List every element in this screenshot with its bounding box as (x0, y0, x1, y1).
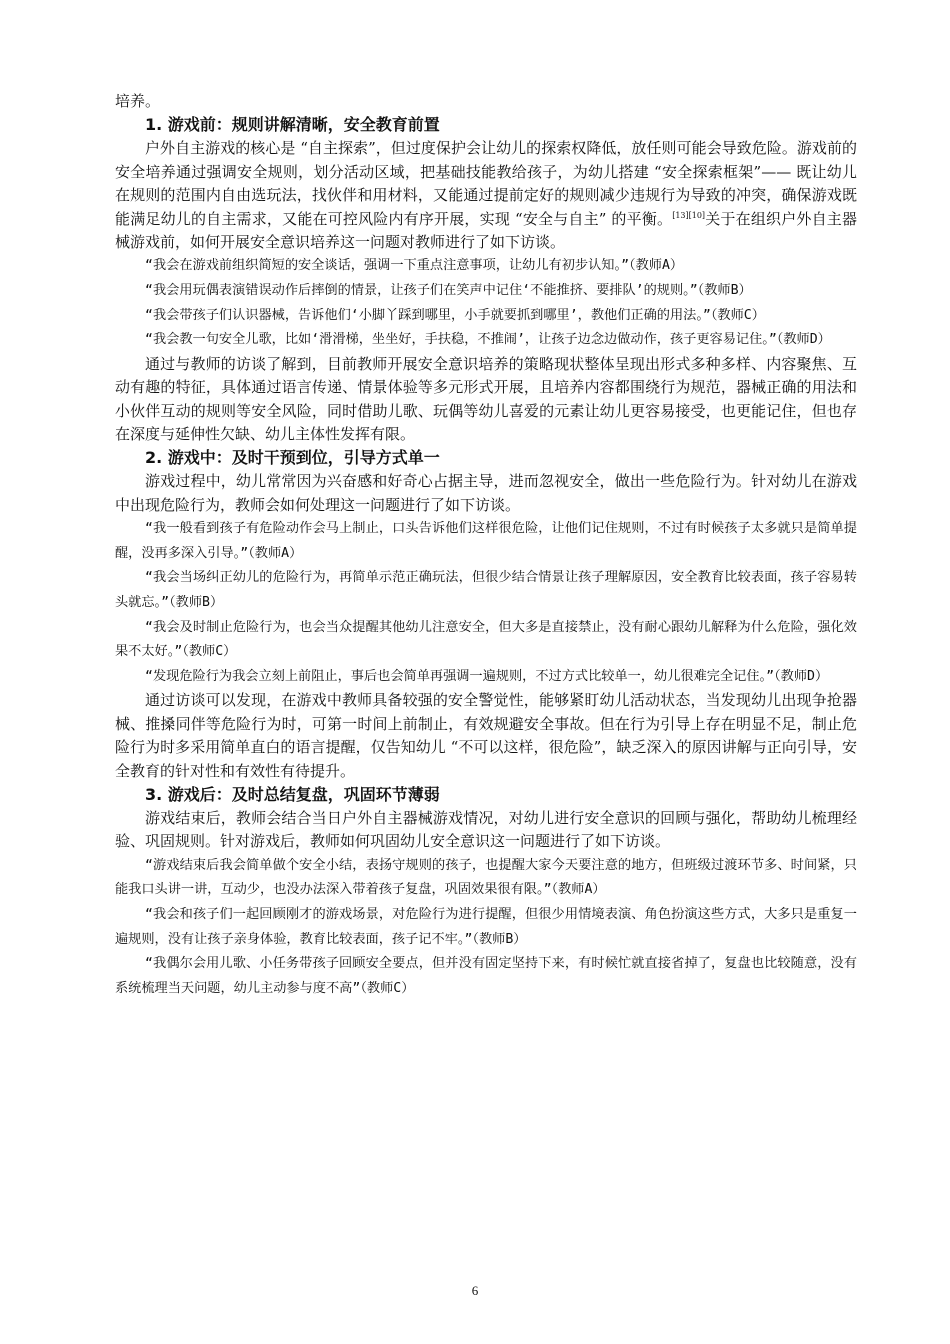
interview-quote-c: “我会及时制止危险行为，也会当众提醒其他幼儿注意安全，但大多是直接禁止，没有耐心跟幼儿解释为什么危险，强化效果不太好。”（教师C） (115, 619, 857, 660)
interview-quote-b: “我会和孩子们一起回顾刚才的游戏场景，对危险行为进行提醒，但很少用情境表演、角色扮演这些方式，大多只是重复一遍规则，没有让孩子亲身体验，教育比较表面，孩子记不牢。”（教师B） (115, 907, 857, 947)
interview-quote-c: “我会带孩子们认识器械，告诉他们‘小脚丫踩到哪里，小手就要抓到哪里’，教他们正确的用法。”（教师C） (145, 307, 765, 323)
interview-quote-a: “我会在游戏前组织简短的安全谈话，强调一下重点注意事项，让幼儿有初步认知。”（教师A） (145, 258, 684, 274)
page-number: 6 (471, 1283, 479, 1298)
interview-quote-d: “我会教一句安全儿歌，比如‘滑滑梯，坐坐好，手扶稳，不推闹’，让孩子边念边做动作，孩子更容易记住。”（教师D） (145, 332, 831, 348)
interview-quote-a: “游戏结束后我会简单做个安全小结，表扬守规则的孩子，也提醒大家今天要注意的地方，但班级过渡环节多、时间紧，只能我口头讲一讲，互动少，也没办法深入带着孩子复盘，巩固效果很有限。”（教师A） (115, 857, 857, 898)
section-1-intro: 户外自主游戏的核心是 “自主探索”，但过度保护会让幼儿的探索权降低，放任则可能会导致危险。游戏前的安全培养通过强调安全规则，划分活动区域，把基础技能教给孩子，为幼儿搭建 “安全探索框架”—— 既让幼儿在规则的范围内自由选玩法，找伙伴和用材料，又能通过提前定好的规则减少违规行为导致的冲突，确保游戏既能满足幼儿的自主需求，又能在可控风险内有序开展，实现 “安全与自主” 的平衡。[13][10]关于在组织户外自主器械游戏前，如何开展安全意识培养这一问题对教师进行了如下访谈。 (115, 139, 857, 252)
section-3-heading: 3. 游戏后：及时总结复盘，巩固环节薄弱 (145, 785, 440, 805)
citation-marker: [13][10] (672, 210, 706, 220)
section-2-intro: 游戏过程中，幼儿常常因为兴奋感和好奇心占据主导，进而忽视安全，做出一些危险行为。针对幼儿在游戏中出现危险行为，教师会如何处理这一问题进行了如下访谈。 (115, 472, 857, 514)
interview-quote-b: “我会当场纠正幼儿的危险行为，再简单示范正确玩法，但很少结合情景让孩子理解原因，安全教育比较表面，孩子容易转头就忘。”（教师B） (115, 570, 857, 611)
document-page (115, 90, 857, 1001)
interview-quote-a: “我一般看到孩子有危险动作会马上制止，口头告诉他们这样很危险，让他们记住规则，不过有时候孩子太多就只是简单提醒，没再多深入引导。”（教师A） (115, 521, 857, 561)
section-2-summary: 通过访谈可以发现，在游戏中教师具备较强的安全警觉性，能够紧盯幼儿活动状态，当发现幼儿出现争抢器械、推搡同伴等危险行为时，可第一时间上前制止，有效规避安全事故。但在行为引导上存在明显不足，制止危险行为时多采用简单直白的语言提醒，仅告知幼儿 “不可以这样，很危险”，缺乏深入的原因讲解与正向引导，安全教育的针对性和有效性有待提升。 (115, 691, 857, 780)
interview-quote-c: “我偶尔会用儿歌、小任务带孩子回顾安全要点，但并没有固定坚持下来，有时候忙就直接省掉了，复盘也比较随意，没有系统梳理当天问题，幼儿主动参与度不高”（教师C） (115, 956, 857, 996)
section-2-heading: 2. 游戏中：及时干预到位，引导方式单一 (145, 448, 440, 468)
section-3-intro: 游戏结束后，教师会结合当日户外自主器械游戏情况，对幼儿进行安全意识的回顾与强化，帮助幼儿梳理经验、巩固规则。针对游戏后，教师如何巩固幼儿安全意识这一问题进行了如下访谈。 (115, 809, 857, 851)
interview-quote-d: “发现危险行为我会立刻上前阻止，事后也会简单再强调一遍规则，不过方式比较单一，幼儿很难完全记住。”（教师D） (145, 668, 829, 684)
section-1-summary: 通过与教师的访谈了解到，目前教师开展安全意识培养的策略现状整体呈现出形式多种多样、内容聚焦、互动有趣的特征，具体通过语言传递、情景体验等多元形式开展，且培养内容都围绕行为规范，器械正确的用法和小伙伴互动的规则等安全风险，同时借助儿歌、玩偶等幼儿喜爱的元素让幼儿更容易接受，也更能记住，但也存在深度与延伸性欠缺、幼儿主体性发挥有限。 (115, 354, 857, 444)
interview-quote-b: “我会用玩偶表演错误动作后摔倒的情景，让孩子们在笑声中记住‘不能推挤、要排队’的规则。”（教师B） (145, 283, 752, 299)
section-1-heading: 1. 游戏前：规则讲解清晰，安全教育前置 (145, 115, 440, 135)
lead-in-text: 培养。 (115, 92, 161, 110)
